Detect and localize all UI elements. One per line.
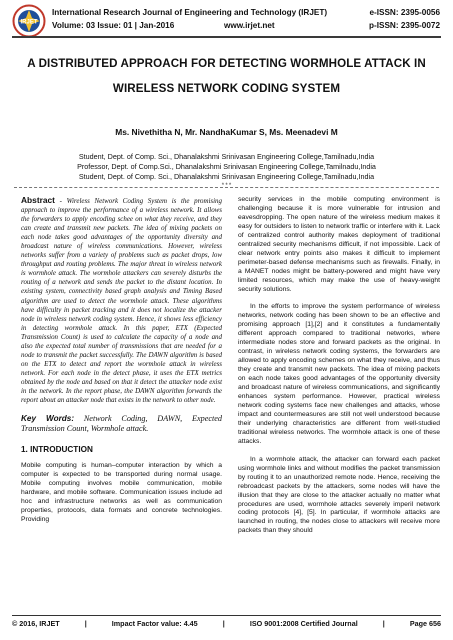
paper-authors: Ms. Nivethitha N, Mr. NandhaKumar S, Ms. Meenadevi M [115,127,338,137]
affiliation-1: Student, Dept. of Comp. Sci., Dhanalakshmi Srinivasan Engineering College,Tamilnadu,India [78,152,375,161]
journal-website: www.irjet.net [224,21,275,30]
body-paragraph-1: security services in the mobile computing environment is challenging because it is more vulnerable for intrusion and eavesdropping. The open nature of the wireless medium makes it easy for outsiders to listen to network traffic or interfere with it. Lack of centralized control authority makes deployment of traditional centralized security mechanisms difficult, if not impossible. Lack of clear network entry points also makes it difficult to implement perimeter-based defense mechanisms such as firewalls. Finally, in a MANET nodes might be battery-powered and might have very limited resources, which may make the use of heavy-weight security solutions. [238,196,440,293]
p-issn: p-ISSN: 2395-0072 [369,21,440,30]
keywords-text: Network Coding, DAWN, Expected Transmission Count, Wormhole attack. [21,414,223,434]
body-paragraph-2: In the efforts to improve the system performance of wireless networks, network coding has been shown to be an effective and promising approach [1],[2] and it constitutes a fundamentally different approach compared to traditional networks, where intermediate nodes store and forward packets as the original. In contrast, in wireless network coding systems, the forwarders are allowed to apply encoding schemes on what they receive, and thus they create and transmit new packets. The idea of mixing packets on each node takes good advantages of the opportunity diversity and broadcast nature of wireless communications, and significantly enhances system performance. However, practical wireless network coding systems face new challenges and attacks, whose impact and countermeasures are still not well understood because their underlying characteristics are different from well-studied traditional wireless networks. The wormhole attack is one of these attacks. [238,303,440,445]
paper-title-line-1: A DISTRIBUTED APPROACH FOR DETECTING WORMHOLE ATTACK IN [27,57,426,70]
abstract [21,196,222,405]
affiliation-2: Professor, Dept. of Comp.Sci., Dhanalakshmi Srinivasan Engineering College,Tamilnadu,India [77,162,376,171]
footer-rule [12,615,441,616]
keywords-label: Key Words: [21,414,75,424]
separator-stars: *** [221,182,232,189]
affiliation-3: Student, Dept. of Comp. Sci., Dhanalakshmi Srinivasan Engineering College,Tamilnadu,India [78,172,375,181]
footer-page: Page 656 [409,619,441,628]
body-paragraph-3: In a wormhole attack, the attacker can forward each packet using wormhole links and without modifies the packet transmission by routing it to an unauthorized remote node. Hence, receiving the rebroadcast packets by the attackers, some nodes will have the illusion that they are close to the attacker actually no matter what procedures are used, wormhole attacks severely imperil network coding protocols [4], [5]. In particular, if wormhole attacks are launched in routing, the nodes close to attackers will receive more packets than they should [238,455,440,535]
abstract-label: Abstract [21,195,55,205]
journal-logo [12,4,46,38]
intro-paragraph: Mobile computing is human–computer interaction by which a computer is expected to be transported during normal usage. Mobile computing involves mobile communication, mobile hardware, and mobile software. Communication issues include ad hoc and infrastructure networks as well as communication properties, protocols, data formats and concrete technologies. Providing [21,461,222,523]
volume-issue: Volume: 03 Issue: 01 | Jan-2016 [52,21,175,30]
e-issn: e-ISSN: 2395-0056 [369,8,440,17]
footer-sep-3: | [382,619,385,628]
abstract-text: - Wireless Network Coding System is the promising approach to improve the performance of a wireless network. It allows the forwarders to apply encoding schee on what they receive, and they can create and transmit new packets. The idea of mixing packets on each node takes good advantages of the opportunity diversity and broadcast nature of wireless communications. However, wireless networks suffer from a variety of problems such as packet drops, low throughput and routing problems. The major threat in wireless network is wormhole attack. The wormhole attackers can severely disturbs the routing of a network and sends the packet to the distant location. In existing system, connectivity based graph analysis and Timing Based algorithm are used to detect the wormhole attack. These algorithms have difficulty in packet tracking and it does not localize the attacker node in wireless network coding system. Hence, it shows less efficiency in detecting wormhole attack. In this paper, ETX (Expected Transmission Count) is used to calculate the capacity of a node and also the expected total number of transmissions that are needed for a node to transmit the packet successfully. The DAWN algorithm is based on the ETX to detect and report the wormhole attack in wireless network. For each node in the detect phase, it uses the ETX metrics obtained by the node and based on that it detect the attacker node exist in the network. In the report phase, the DAWN algorithm forwards the report about an attacker node that exists in the network to other node. [21,197,222,405]
page-footer [12,619,441,628]
journal-name: International Research Journal of Engineering and Technology (IRJET) [52,8,328,17]
keywords [21,414,222,435]
logo-lettering: IRJET [20,19,38,26]
footer-impact-factor: Impact Factor value: 4.45 [111,619,198,628]
footer-copyright: © 2016, IRJET [12,619,60,628]
paper-title-line-2: WIRELESS NETWORK CODING SYSTEM [112,82,341,95]
footer-sep-2: | [222,619,225,628]
section-heading-introduction: 1. INTRODUCTION [21,444,93,454]
footer-iso: ISO 9001:2008 Certified Journal [249,619,358,628]
header-rule [12,36,441,38]
right-column [238,196,440,545]
footer-sep-1: | [84,619,87,628]
left-column [21,196,222,524]
